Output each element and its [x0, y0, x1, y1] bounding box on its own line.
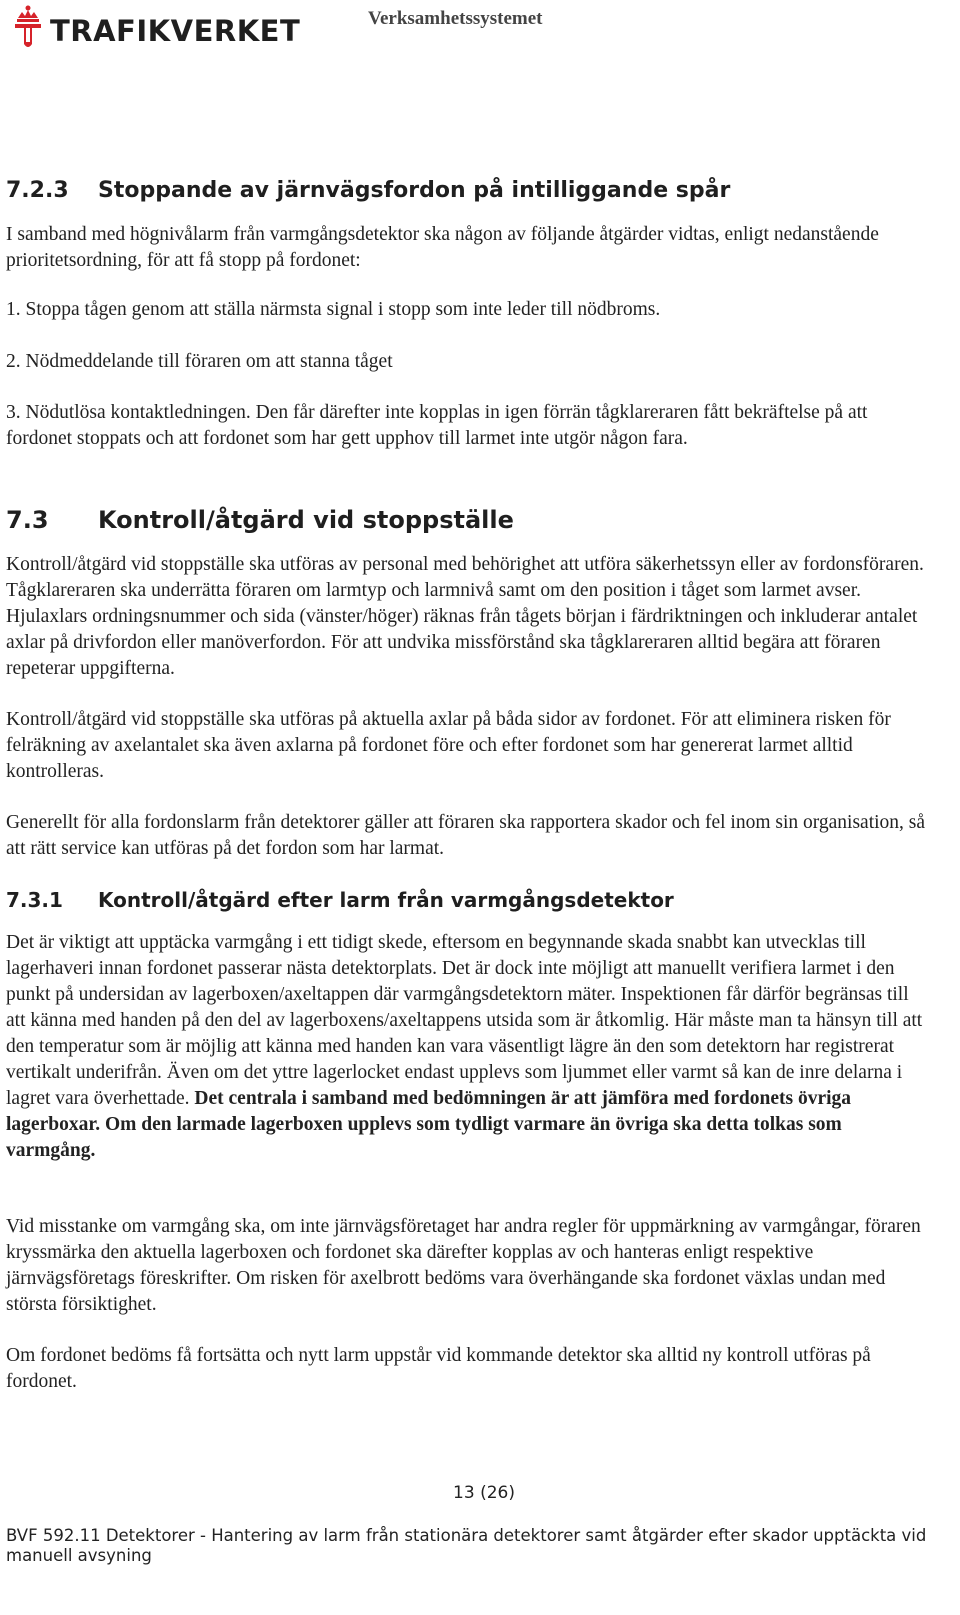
paragraph: Kontroll/åtgärd vid stoppställe ska utföras på aktuella axlar på båda sidor av fordonet. För att eliminera risken för felräkning av axelantalet ska även axlarna på fordonet före och efter fordonet som har genererat larmet alltid kontrolleras. — [6, 709, 891, 782]
trafikverket-logo — [12, 4, 300, 52]
section-heading-7-2-3 — [6, 178, 730, 203]
list-item: 1. Stoppa tågen genom att ställa närmsta signal i stopp som inte leder till nödbroms. — [6, 299, 661, 320]
page-footer: BVF 592.11 Detektorer - Hantering av larm från stationära detektorer samt åtgärder efter skador upptäckta vid manuell avsyning — [6, 1526, 927, 1565]
trafikverket-crown-logo-icon — [12, 4, 44, 52]
page-number: 13 (26) — [453, 1483, 515, 1503]
section-title: Stoppande av järnvägsfordon på intilliggande spår — [98, 178, 731, 203]
paragraph: Vid misstanke om varmgång ska, om inte järnvägsföretaget har andra regler för uppmärkning av varmgångar, föraren kryssmärka den aktuella lagerboxen och fordonet ska därefter kopplas av och hanteras enligt respektive järnvägsföretags föreskrifter. Om risken för axelbrott bedöms vara överhängande ska fordonet växlas undan med största försiktighet. — [6, 1216, 921, 1315]
section-heading-7-3-1 — [6, 888, 674, 912]
section-title: Kontroll/åtgärd efter larm från varmgångsdetektor — [98, 888, 674, 912]
paragraph: Om fordonet bedöms få fortsätta och nytt larm uppstår vid kommande detektor ska alltid ny kontroll utföras på fordonet. — [6, 1345, 871, 1392]
section-title: Kontroll/åtgärd vid stoppställe — [98, 506, 514, 534]
paragraph-intro: I samband med högnivålarm från varmgångsdetektor ska någon av följande åtgärder vidtas, enligt nedanstående prioritetsordning, för att få stopp på fordonet: — [6, 224, 879, 271]
section-heading-7-3 — [6, 506, 514, 534]
section-number: 7.2.3 — [6, 178, 69, 203]
paragraph: Kontroll/åtgärd vid stoppställe ska utföras av personal med behörighet att utföra säkerhetssyn eller av fordonsföraren. Tågklareraren ska underrätta föraren om larmtyp och larmnivå samt om den position i tåget som larmet avser. Hjulaxlars ordningsnummer och sida (vänster/höger) räknas från tågets början i färdriktningen och inkluderar antalet axlar på drivfordon eller manöverfordon. För att undvika missförstånd ska tågklareraren alltid begära att föraren repeterar uppgifterna. — [6, 554, 924, 679]
paragraph-text: Det är viktigt att upptäcka varmgång i ett tidigt skede, eftersom en begynnande skada snabbt kan utvecklas till lagerhaveri innan fordonet passerar nästa detektorplats. Det är dock inte möjligt att manuellt verifiera larmet i den punkt på undersidan av lagerboxen/axeltappen där varmgångsdetektorn mäter. Inspektionen får därför begränsas till att känna med handen på den del av lagerboxens/axeltappens utsida som är åtkomlig. Här måste man ta hänsyn till att den temperatur som är möjlig att känna med handen kan vara väsentligt lägre än den som detektorn har registrerat vertikalt underifrån. Även om det yttre lagerlocket endast upplevs som ljummet eller varmt så kan de inre delarna i lagret vara överhettade. — [6, 932, 923, 1109]
logo-wordmark: TRAFIKVERKET — [50, 14, 301, 48]
paragraph-bold-text: Det centrala i samband med bedömningen är att jämföra med fordonets övriga lagerboxar. Om den larmade lagerboxen upplevs som tydligt varmare än övriga ska detta tolkas som varmgång. — [6, 1088, 852, 1161]
paragraph: Generellt för alla fordonslarm från detektorer gäller att föraren ska rapportera skador och fel inom sin organisation, så att rätt service kan utföras på det fordon som har larmat. — [6, 812, 926, 859]
section-number: 7.3 — [6, 506, 49, 534]
paragraph-inspection — [6, 930, 930, 1164]
header-title: Verksamhetssystemet — [368, 8, 543, 29]
list-item: 3. Nödutlösa kontaktledningen. Den får därefter inte kopplas in igen förrän tågklareraren fått bekräftelse på att fordonet stoppats och att fordonet som har gett upphov till larmet inte utgör någon fara. — [6, 402, 868, 449]
page-header — [0, 0, 960, 60]
list-item: 2. Nödmeddelande till föraren om att stanna tåget — [6, 351, 393, 372]
section-number: 7.3.1 — [6, 888, 63, 912]
